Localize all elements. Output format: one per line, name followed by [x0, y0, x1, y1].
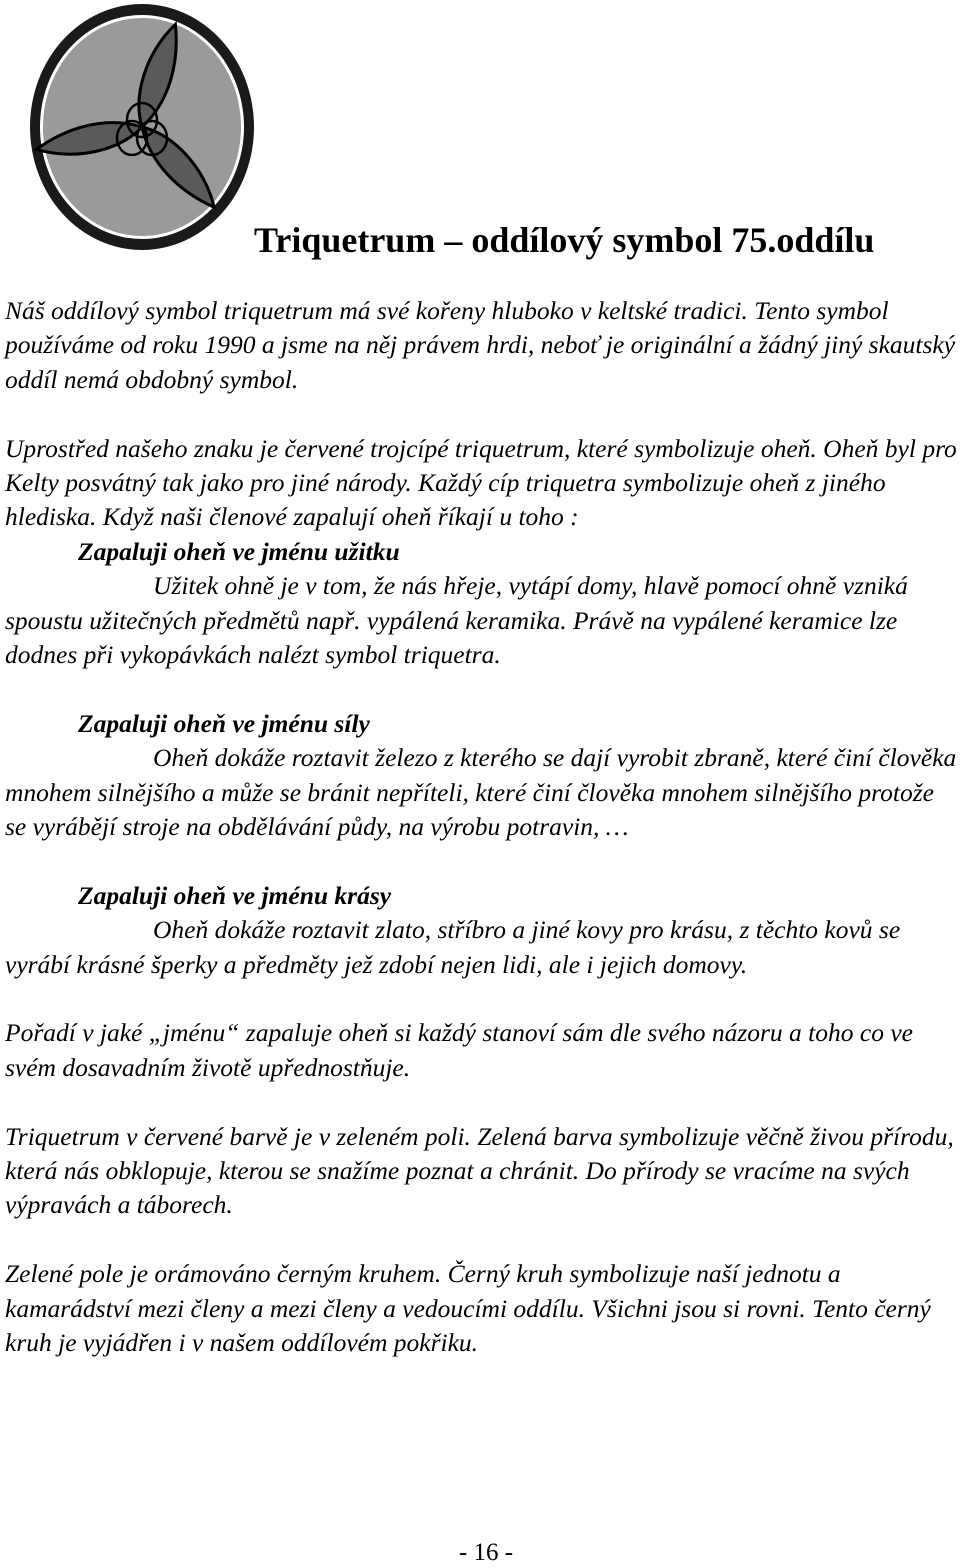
page-title: Triquetrum – oddílový symbol 75.oddílu [254, 220, 875, 260]
section-text-beauty: Oheň dokáže roztavit zlato, stříbro a jiné kovy pro krásu, z těchto kovů se vyrábí krásné šperky a předměty jež zdobí nejen lidi, ale i jejich domovy. [5, 915, 901, 979]
section-text-strength: Oheň dokáže roztavit železo z kterého se dají vyrobit zbraně, které činí člověka mnohem silnějšího a může se bránit nepříteli, které činí člověka mnohem silnějšího protože se vyrábějí stroje na obdělávání půdy, na výrobu potravin, … [5, 743, 957, 842]
section-heading-strength: Zapaluji oheň ve jménu síly [78, 708, 370, 738]
page-number: - 16 - [458, 1539, 514, 1566]
center-paragraph: Uprostřed našeho znaku je červené trojcípé triquetrum, které symbolizuje oheň. Oheň byl pro Kelty posvátný tak jako pro jiné národy. Každý cíp triquetra symbolizuje oheň z jiného hlediska. Když naši členové zapalují oheň říkají u toho : [5, 433, 957, 532]
intro-paragraph: Náš oddílový symbol triquetrum má své kořeny hluboko v keltské tradici. Tento symbol používáme od roku 1990 a jsme na něj právem hrdi, neboť je originální a žádný jiný skautský oddíl nemá obdobný symbol. [5, 296, 956, 394]
order-paragraph: Pořadí v jaké „jménu“ zapaluje oheň si každý stanoví sám dle svého názoru a toho co ve svém dosavadním životě upřednostňuje. [5, 1018, 913, 1082]
black-circle-paragraph: Zelené pole je orámováno černým kruhem. Černý kruh symbolizuje naší jednotu a kamarádství mezi členy a mezi členy a vedoucími oddílu. Všichni jsou si rovni. Tento černý kruh je vyjádřen i v našem oddílovém pokřiku. [5, 1259, 931, 1358]
triquetrum-emblem-icon [28, 2, 256, 252]
document-body [5, 294, 960, 1361]
section-heading-utility: Zapaluji oheň ve jménu užitku [78, 536, 400, 566]
section-heading-beauty: Zapaluji oheň ve jménu krásy [78, 880, 392, 910]
section-text-utility: Užitek ohně je v tom, že nás hřeje, vytápí domy, hlavě pomocí ohně vzniká spoustu užitečných předmětů např. vypálená keramika. Právě na vypálené keramice lze dodnes při vykopávkách nalézt symbol triquetra. [5, 571, 908, 670]
green-field-paragraph: Triquetrum v červené barvě je v zeleném poli. Zelená barva symbolizuje věčně živou přírodu, která nás obklopuje, kterou se snažíme poznat a chránit. Do přírody se vracíme na svých výpravách a táborech. [5, 1121, 954, 1220]
